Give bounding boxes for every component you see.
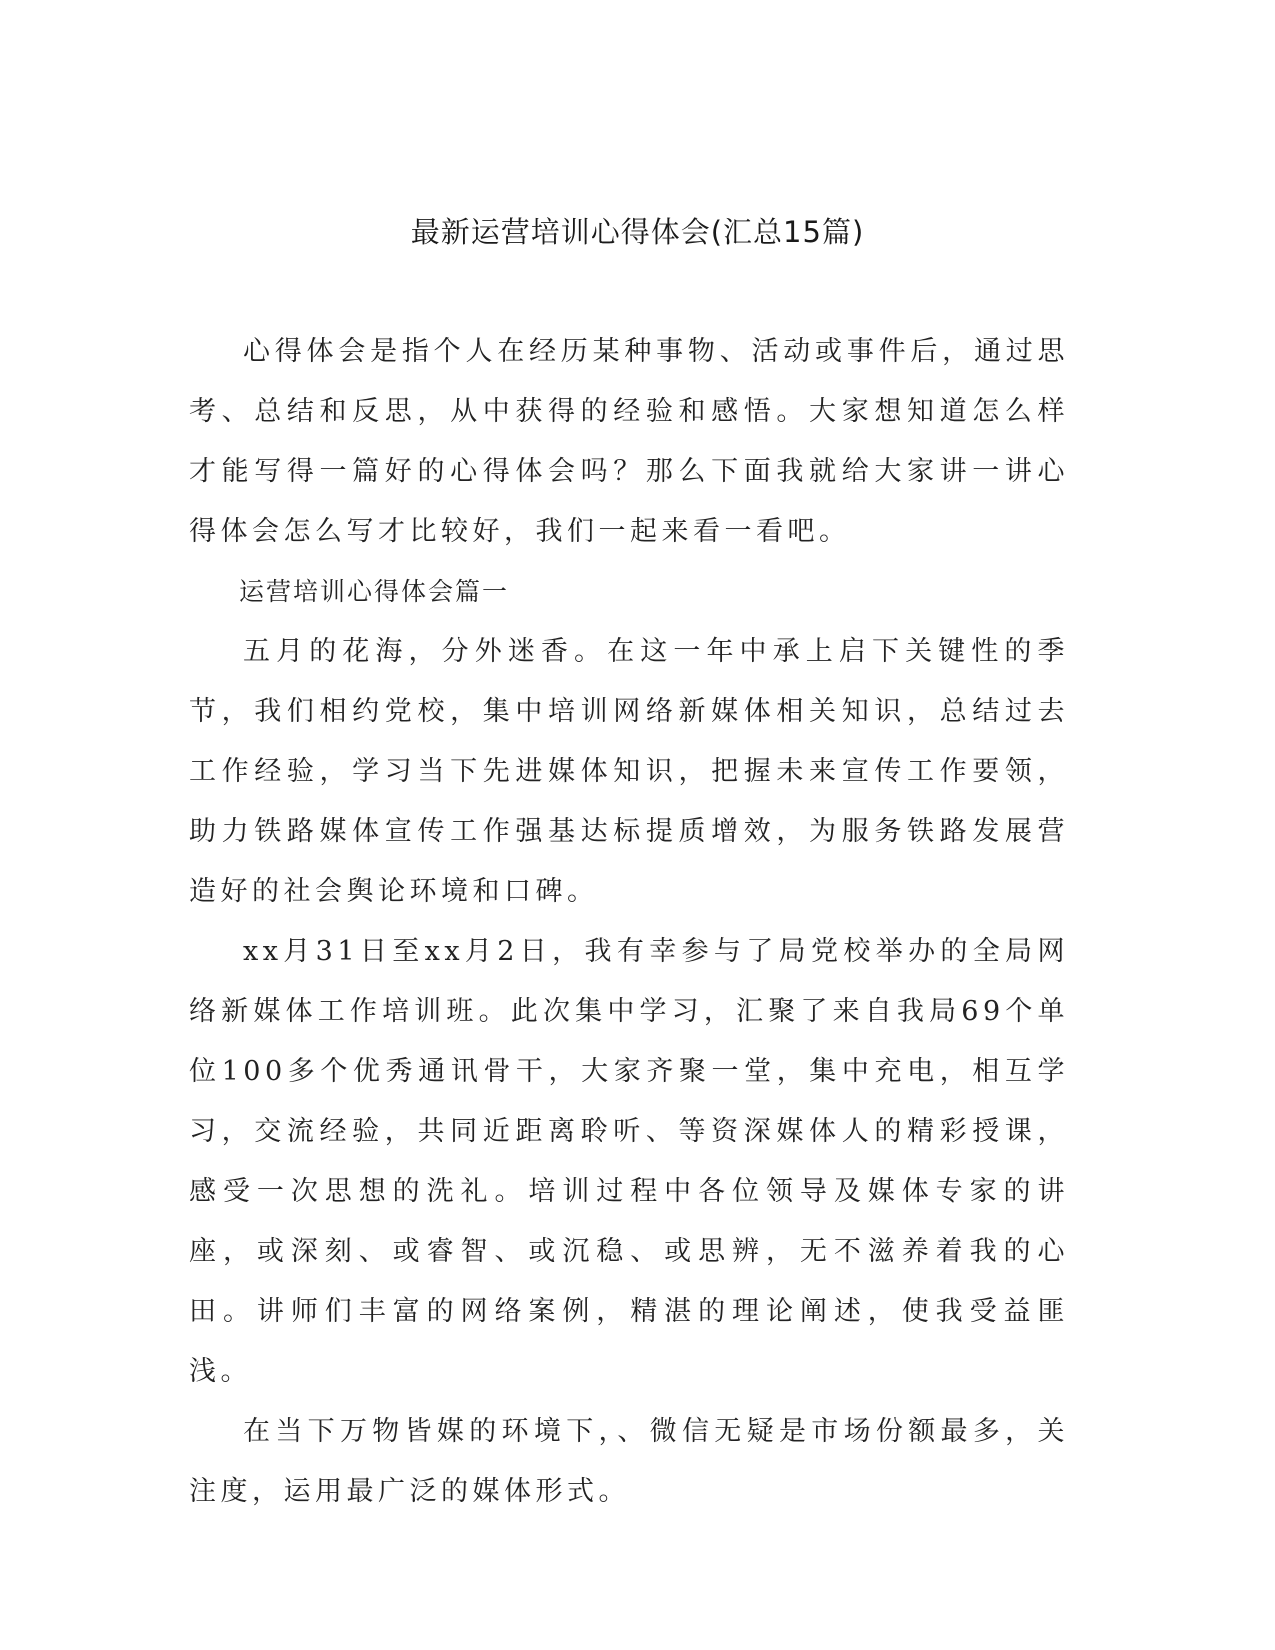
intro-paragraph: 心得体会是指个人在经历某种事物、活动或事件后，通过思考、总结和反思，从中获得的经验和感悟。大家想知道怎么样才能写得一篇好的心得体会吗？那么下面我就给大家讲一讲心得体会怎么写才比较好，我们一起来看一看吧。	[189, 336, 1069, 547]
document-title: 最新运营培训心得体会(汇总15篇)	[410, 215, 865, 249]
body-paragraph: 在当下万物皆媒的环境下，、微信无疑是市场份额最多，关注度，运用最广泛的媒体形式。	[189, 1416, 1069, 1507]
body-paragraph: xx月31日至xx月2日，我有幸参与了局党校举办的全局网络新媒体工作培训班。此次集中学习，汇聚了来自我局69个单位100多个优秀通讯骨干，大家齐聚一堂，集中充电，相互学习，交流经验，共同近距离聆听、等资深媒体人的精彩授课，感受一次思想的洗礼。培训过程中各位领导及媒体专家的讲座，或深刻、或睿智、或沉稳、或思辨，无不滋养着我的心田。讲师们丰富的网络案例，精湛的理论阐述，使我受益匪浅。	[189, 936, 1069, 1387]
body-paragraph: 五月的花海，分外迷香。在这一年中承上启下关键性的季节，我们相约党校，集中培训网络新媒体相关知识，总结过去工作经验，学习当下先进媒体知识，把握未来宣传工作要领，助力铁路媒体宣传工作强基达标提质增效，为服务铁路发展营造好的社会舆论环境和口碑。	[189, 636, 1069, 907]
document-body	[189, 322, 1069, 1522]
section-heading: 运营培训心得体会篇一	[239, 577, 510, 606]
